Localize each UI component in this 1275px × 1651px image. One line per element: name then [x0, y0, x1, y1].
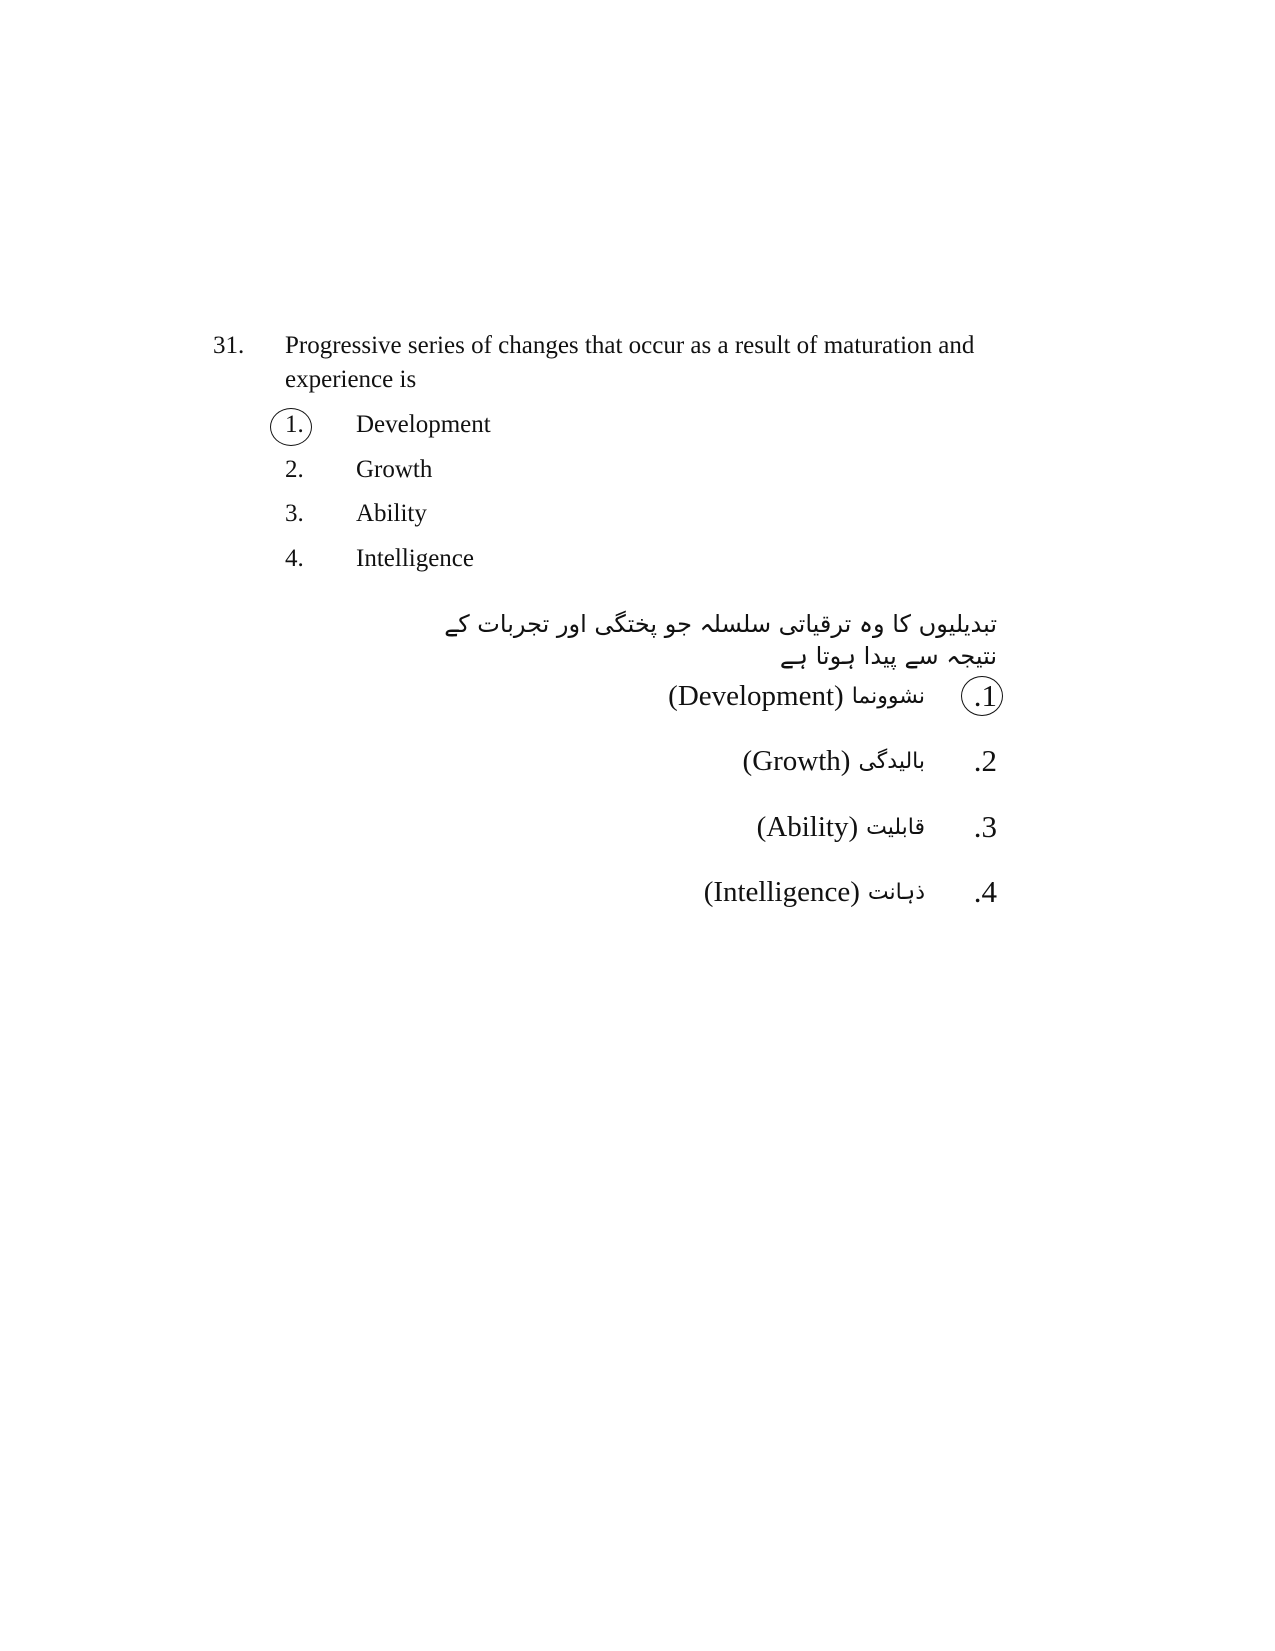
answer-circle-icon	[961, 676, 1003, 716]
option-text: Development	[356, 411, 491, 438]
question-text: Progressive series of changes that occur as a result of maturation and experience is	[285, 332, 975, 393]
urdu-option-english: (Growth)	[742, 744, 851, 777]
urdu-question-text: تبدیلیوں کا وہ ترقیاتی سلسلہ جو پختگی اور تجربات کے نتیجہ سے پیدا ہوتا ہے	[444, 610, 997, 670]
urdu-option-word: ذہانت	[867, 879, 925, 905]
option-text: Intelligence	[356, 545, 474, 572]
option-label: 2.	[285, 456, 304, 483]
urdu-option-4	[704, 874, 997, 910]
option-text: Growth	[356, 456, 433, 483]
option-label: 3.	[285, 500, 304, 527]
urdu-option-english: (Ability)	[756, 810, 859, 843]
option-text: Ability	[356, 500, 427, 527]
urdu-option-label-text: .1	[973, 678, 997, 713]
urdu-option-word: بالیدگی	[858, 748, 925, 774]
option-label: 4.	[285, 545, 304, 572]
urdu-option-english: (Development)	[668, 679, 844, 712]
urdu-option-3	[757, 809, 997, 845]
urdu-option-english: (Intelligence)	[703, 875, 860, 908]
question-number: 31.	[213, 332, 245, 359]
urdu-option-1	[668, 678, 997, 714]
urdu-option-label: .4	[973, 874, 997, 909]
option-label: 1.	[285, 411, 304, 438]
urdu-option-label	[925, 678, 997, 714]
urdu-option-label: .3	[973, 809, 997, 844]
urdu-option-word: نشوونما	[851, 683, 925, 709]
urdu-option-label: .2	[973, 743, 997, 778]
urdu-option-word: قابلیت	[866, 814, 925, 840]
urdu-option-2	[743, 743, 997, 779]
